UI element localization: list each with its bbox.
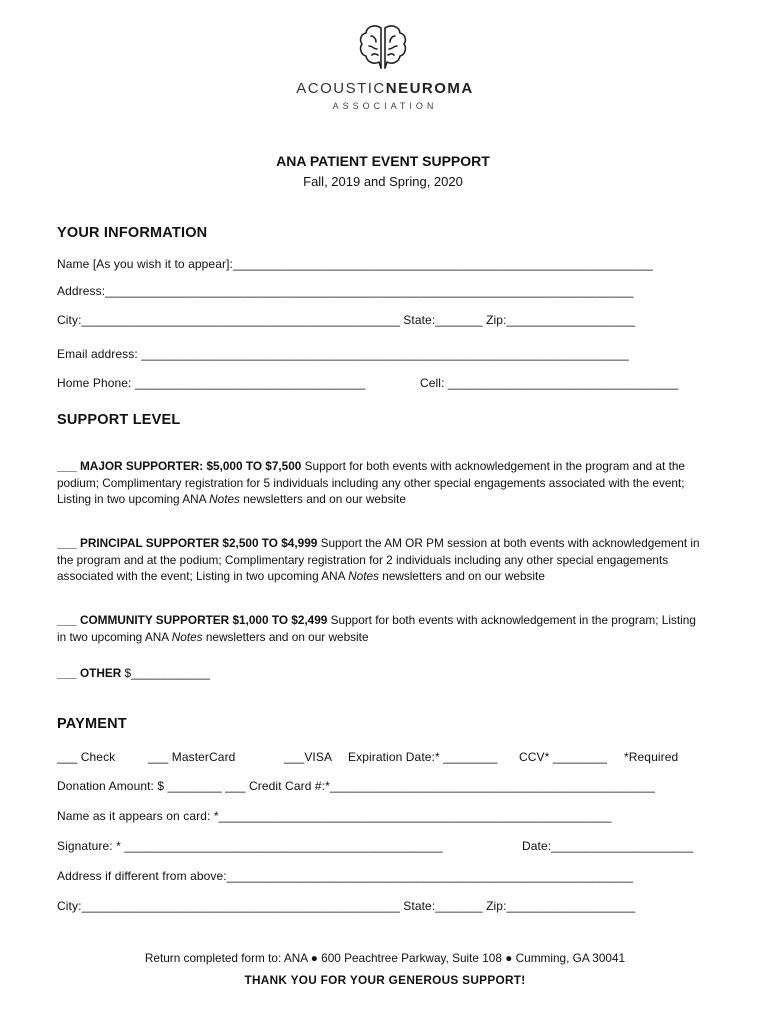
date-field[interactable]: Date:_____________________ [522, 839, 694, 853]
name-on-card-field[interactable]: Name as it appears on card: *__________________________________________________________ [57, 809, 612, 823]
check-option[interactable]: ___ Check [57, 750, 116, 764]
return-address: Return completed form to: ANA ● 600 Peachtree Parkway, Suite 108 ● Cumming, GA 30041 [144, 951, 626, 965]
ccv-field[interactable]: CCV* ________ [519, 750, 608, 764]
brand-sub: ASSOCIATION [332, 101, 438, 111]
payment-city-state-zip-field[interactable]: City:_______________________________________________ State:_______ Zip:___________________ [57, 899, 636, 913]
other-amount-field[interactable]: $____________ [121, 666, 210, 680]
notes-word: Notes [348, 569, 379, 583]
principal-blank: ___ [57, 536, 80, 550]
community-blank: ___ [57, 613, 80, 627]
brand-bold: NEUROMA [385, 80, 474, 97]
name-field[interactable]: Name [As you wish it to appear]:______________________________________________________________ [57, 257, 653, 271]
page-title: ANA PATIENT EVENT SUPPORT [276, 153, 490, 169]
address-field[interactable]: Address:______________________________________________________________________________ [57, 284, 634, 298]
email-field[interactable]: Email address: ________________________________________________________________________ [57, 347, 629, 361]
other-blank: ___ [57, 666, 80, 680]
community-text-1: Support for both events with acknowledgement in the program; Listing in two upcoming ANA [57, 613, 696, 644]
payment-heading: PAYMENT [57, 716, 127, 732]
major-title: MAJOR SUPPORTER: $5,000 TO $7,500 [79, 459, 302, 473]
cell-field[interactable]: Cell: __________________________________ [420, 376, 679, 390]
community-text-2: newsletters and on our website [202, 629, 369, 644]
expiration-field[interactable]: Expiration Date:* ________ [348, 750, 498, 764]
other-option[interactable] [57, 665, 707, 682]
brand-thin: ACOUSTIC [296, 80, 386, 97]
major-text-2: newsletters and on our website [239, 492, 406, 506]
mastercard-option[interactable]: ___ MasterCard [148, 750, 236, 764]
other-title: OTHER [79, 666, 122, 680]
donation-credit-card-field[interactable]: Donation Amount: $ ________ ___ Credit Card #:*________________________________________________ [57, 779, 656, 793]
home-phone-field[interactable]: Home Phone: __________________________________ [57, 376, 366, 390]
community-supporter-option[interactable] [57, 612, 707, 645]
visa-option[interactable]: ___VISA [284, 750, 333, 764]
principal-text-2: newsletters and on our website [378, 569, 545, 583]
major-blank: ___ [57, 459, 80, 473]
principal-supporter-option[interactable] [57, 535, 707, 585]
signature-field[interactable]: Signature: * _______________________________________________ [57, 839, 443, 853]
principal-text-1: Support the AM OR PM session at both events with acknowledgement in the program and at the podium; Complimentary registration for 2 individuals including any other special engagements associated with the event; Listing in two upcoming ANA [57, 536, 700, 583]
thank-you-note: THANK YOU FOR YOUR GENEROUS SUPPORT! [244, 973, 526, 987]
page-subtitle: Fall, 2019 and Spring, 2020 [303, 174, 463, 189]
alt-address-field[interactable]: Address if different from above:____________________________________________________________ [57, 869, 634, 883]
major-supporter-option[interactable] [57, 458, 707, 508]
brand-name [0, 80, 770, 97]
brain-icon [357, 22, 409, 74]
community-title: COMMUNITY SUPPORTER $1,000 TO $2,499 [79, 613, 328, 627]
your-info-heading: YOUR INFORMATION [57, 225, 208, 241]
required-note: *Required [624, 750, 679, 764]
city-state-zip-field[interactable]: City:_______________________________________________ State:_______ Zip:___________________ [57, 313, 636, 327]
support-level-heading: SUPPORT LEVEL [57, 412, 181, 428]
major-text-1: Support for both events with acknowledgement in the program and at the podium; Complimentary registration for 5 individuals including any other special engagements associated with the event; Listing in two upcoming ANA [57, 459, 685, 506]
notes-word: Notes [209, 492, 240, 506]
principal-title: PRINCIPAL SUPPORTER $2,500 TO $4,999 [79, 536, 318, 550]
notes-word: Notes [171, 629, 203, 644]
